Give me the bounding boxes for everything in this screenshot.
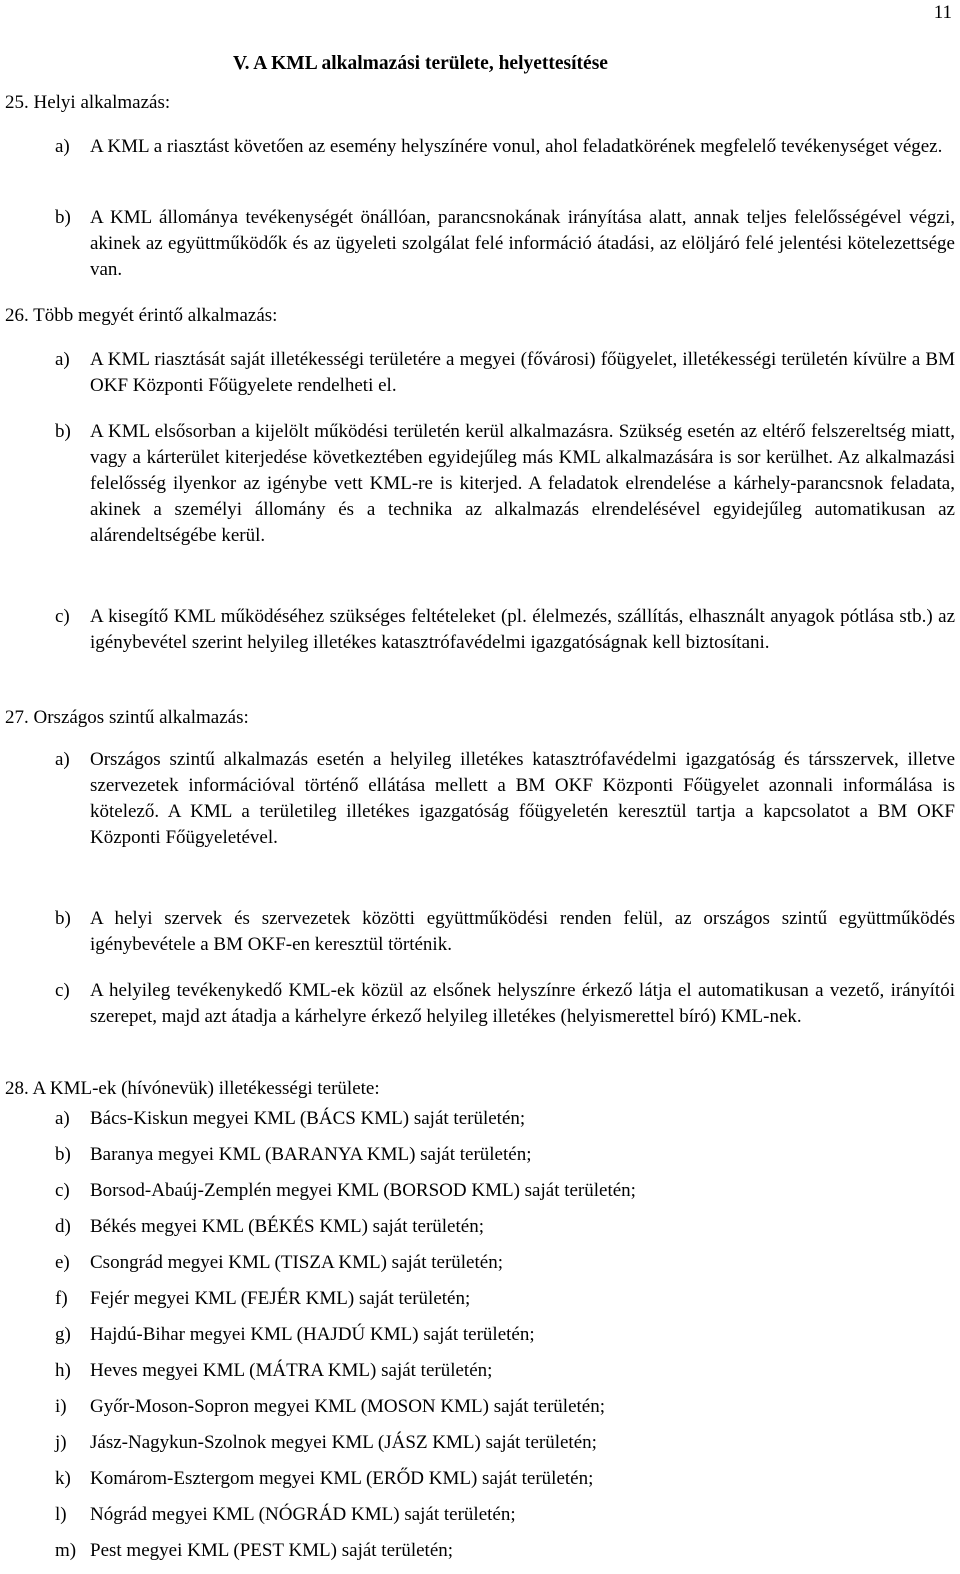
item-label: h) — [55, 1360, 71, 1381]
item-text: A KML elsősorban a kijelölt működési területén kerül alkalmazásra. Szükség esetén az eltérő felszereltség miatt, vagy a kárterület kiterjedése következtében egyidejűleg más KML alkalmazására is sor kerülhet. Az alkalmazási felelősség ilyenkor az igénybe vett KML-re is kiterjed. A feladatok elrendelése a kárhely-parancsnok feladata, akinek a személyi állomány és a technika az alkalmazás elrendelésével egyidejűleg automatikusan az alárendeltségébe kerül. — [90, 421, 955, 546]
item-text: A kisegítő KML működéséhez szükséges feltételeket (pl. élelmezés, szállítás, elhasznált anyagok pótlása stb.) az igénybevétel szerint helyileg illetékes katasztrófavédelmi igazgatóságnak kell biztosítani. — [90, 606, 955, 653]
section-heading-27: 27. Országos szintű alkalmazás: — [5, 707, 249, 728]
item-label: l) — [55, 1504, 67, 1525]
item-text: Heves megyei KML (MÁTRA KML) saját területén; — [90, 1360, 493, 1381]
item-label: i) — [55, 1396, 67, 1417]
page-number: 11 — [933, 2, 952, 23]
list-item — [55, 1466, 915, 1502]
item-label: a) — [55, 749, 70, 770]
county-list — [55, 1106, 915, 1574]
chapter-title: V. A KML alkalmazási területe, helyettesítése — [233, 53, 608, 74]
item-label: b) — [55, 908, 71, 929]
item-text: A helyileg tevékenykedő KML-ek közül az elsőnek helyszínre érkező látja el automatikusan a vezető, irányítói szerepet, majd azt átadja a kárhelyre érkező helyileg illetékes (helyismerettel bíró) KML-nek. — [90, 980, 955, 1027]
section-25-item-b — [55, 205, 955, 283]
section-25-item-a — [55, 134, 955, 160]
item-text: A KML a riasztást követően az esemény helyszínére vonul, ahol feladatkörének megfelelő tevékenységet végez. — [90, 136, 943, 157]
item-label: j) — [55, 1432, 67, 1453]
list-item — [55, 1214, 915, 1250]
list-item — [55, 1178, 915, 1214]
item-text: Pest megyei KML (PEST KML) saját területén; — [90, 1540, 454, 1561]
item-text: Bács-Kiskun megyei KML (BÁCS KML) saját területén; — [90, 1108, 526, 1129]
item-text: Baranya megyei KML (BARANYA KML) saját területén; — [90, 1144, 532, 1165]
item-label: c) — [55, 980, 70, 1001]
item-label: f) — [55, 1288, 68, 1309]
item-text: Fejér megyei KML (FEJÉR KML) saját területén; — [90, 1288, 471, 1309]
item-text: Nógrád megyei KML (NÓGRÁD KML) saját területén; — [90, 1504, 516, 1525]
list-item — [55, 1502, 915, 1538]
item-label: a) — [55, 1108, 70, 1129]
list-item — [55, 1538, 915, 1574]
section-26-item-b — [55, 419, 955, 549]
item-label: e) — [55, 1252, 70, 1273]
list-item — [55, 1142, 915, 1178]
list-item — [55, 1106, 915, 1142]
item-label: g) — [55, 1324, 71, 1345]
item-label: d) — [55, 1216, 71, 1237]
list-item — [55, 1394, 915, 1430]
item-label: b) — [55, 207, 71, 228]
section-26-item-a — [55, 347, 955, 399]
section-27-item-a — [55, 747, 955, 851]
section-27-item-b — [55, 906, 955, 958]
item-label: m) — [55, 1540, 77, 1561]
item-text: Jász-Nagykun-Szolnok megyei KML (JÁSZ KML) saját területén; — [90, 1432, 597, 1453]
section-heading-25: 25. Helyi alkalmazás: — [5, 92, 171, 113]
item-text: Békés megyei KML (BÉKÉS KML) saját területén; — [90, 1216, 484, 1237]
item-label: b) — [55, 1144, 71, 1165]
list-item — [55, 1358, 915, 1394]
list-item — [55, 1430, 915, 1466]
item-text: Országos szintű alkalmazás esetén a helyileg illetékes katasztrófavédelmi igazgatóság és társszervek, illetve szervezetek információval történő ellátása mellett a BM OKF Központi Főügyelet azonnali informálása is kötelező. A KML a területileg illetékes igazgatóság főügyeletén keresztül tartja a kapcsolatot a BM OKF Központi Főügyeletével. — [90, 749, 955, 848]
item-text: Hajdú-Bihar megyei KML (HAJDÚ KML) saját területén; — [90, 1324, 535, 1345]
item-text: Borsod-Abaúj-Zemplén megyei KML (BORSOD KML) saját területén; — [90, 1180, 636, 1201]
item-label: k) — [55, 1468, 71, 1489]
item-label: a) — [55, 349, 70, 370]
item-label: c) — [55, 606, 70, 627]
section-26-item-c — [55, 604, 955, 656]
item-label: b) — [55, 421, 71, 442]
section-heading-26: 26. Több megyét érintő alkalmazás: — [5, 305, 278, 326]
item-label: a) — [55, 136, 70, 157]
item-text: Csongrád megyei KML (TISZA KML) saját területén; — [90, 1252, 503, 1273]
list-item — [55, 1250, 915, 1286]
list-item — [55, 1286, 915, 1322]
item-text: A KML riasztását saját illetékességi területére a megyei (fővárosi) főügyelet, illetékességi területén kívülre a BM OKF Központi Főügyelete rendelheti el. — [90, 349, 955, 396]
section-heading-28: 28. A KML-ek (hívónevük) illetékességi területe: — [5, 1078, 380, 1099]
item-text: Győr-Moson-Sopron megyei KML (MOSON KML) saját területén; — [90, 1396, 606, 1417]
item-label: c) — [55, 1180, 70, 1201]
item-text: A helyi szervek és szervezetek közötti együttműködési renden felül, az országos szintű együttműködés igénybevétele a BM OKF-en keresztül történik. — [90, 908, 955, 955]
item-text: Komárom-Esztergom megyei KML (ERŐD KML) saját területén; — [90, 1468, 594, 1489]
section-27-item-c — [55, 978, 955, 1030]
list-item — [55, 1322, 915, 1358]
item-text: A KML állománya tevékenységét önállóan, parancsnokának irányítása alatt, annak teljes felelősségével végzi, akinek az együttműködők és az ügyeleti szolgálat felé információ átadási, az elöljáró felé jelentési kötelezettsége van. — [90, 207, 955, 280]
